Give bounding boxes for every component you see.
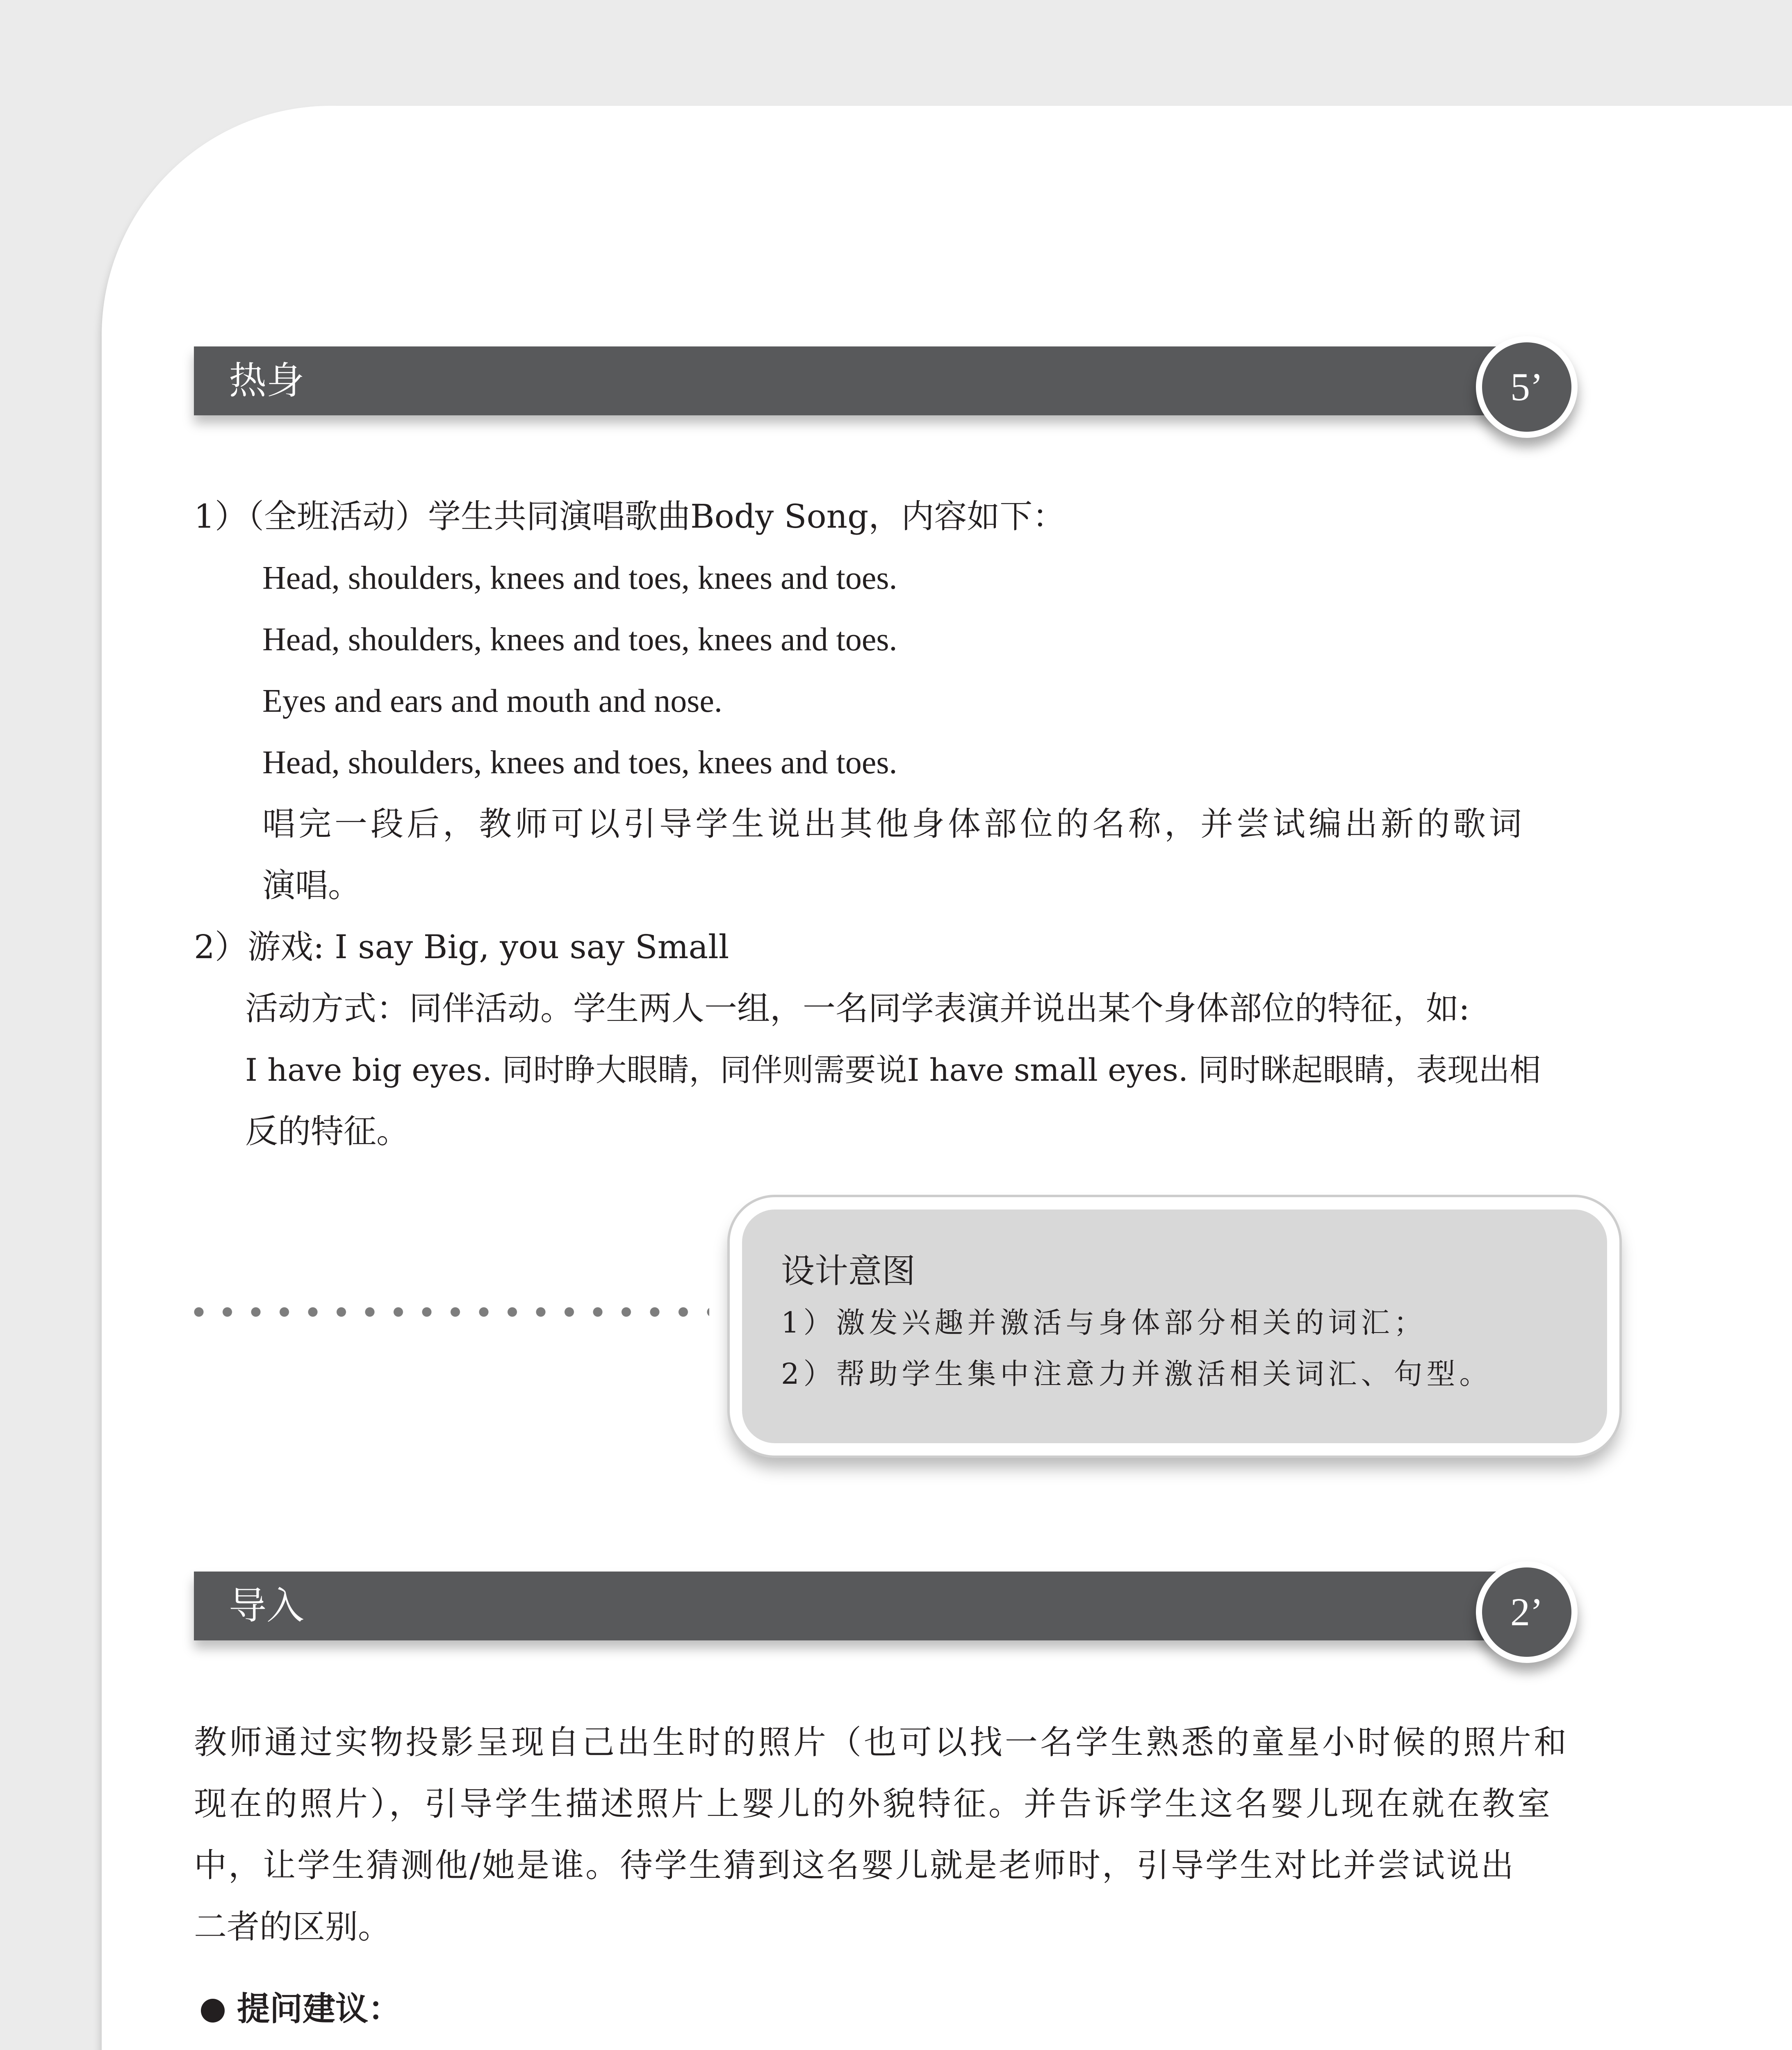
warmup-item1-note-line2: 演唱。 <box>262 866 361 904</box>
intro-header-bar <box>194 1572 1522 1640</box>
intro-paragraph-line3: 中，让学生猜测他/她是谁。待学生猜到这名婴儿就是老师时，引导学生对比并尝试说出 <box>194 1846 1515 1884</box>
warmup-item2-line1: 活动方式：同伴活动。学生两人一组，一名同学表演并说出某个身体部位的特征，如: <box>245 989 1470 1027</box>
warmup-item1-heading: 1）（全班活动）学生共同演唱歌曲Body Song，内容如下： <box>194 497 1066 535</box>
questions-title: 提问建议： <box>237 1990 401 2028</box>
intro-time-badge: 2’ <box>1476 1561 1578 1663</box>
lyric-line-2: Head, shoulders, knees and toes, knees and toes. <box>262 622 897 658</box>
design-intent-title: 设计意图 <box>781 1252 916 1291</box>
lyric-line-1: Head, shoulders, knees and toes, knees and toes. <box>262 560 897 596</box>
intro-paragraph-line2: 现在的照片），引导学生描述照片上婴儿的外貌特征。并告诉学生这名婴儿现在就在教室 <box>194 1785 1553 1823</box>
warmup-title: 热身 <box>229 359 305 403</box>
intro-title: 导入 <box>229 1584 305 1628</box>
warmup-item2-heading: 2）游戏: I say Big, you say Small <box>194 928 729 966</box>
design-intent-item-2: 2）帮助学生集中注意力并激活相关词汇、句型。 <box>781 1357 1492 1391</box>
intro-paragraph-line1: 教师通过实物投影呈现自己出生时的照片（也可以找一名学生熟悉的童星小时候的照片和 <box>194 1723 1569 1761</box>
intro-paragraph-line4: 二者的区别。 <box>194 1908 391 1946</box>
warmup-item2-line3: 反的特征。 <box>245 1112 409 1150</box>
lyric-line-4: Head, shoulders, knees and toes, knees and toes. <box>262 745 897 781</box>
warmup-item1-note-line1: 唱完一段后，教师可以引导学生说出其他身体部位的名称，并尝试编出新的歌词 <box>262 805 1525 843</box>
design-intent-box <box>730 1197 1619 1456</box>
design-intent-item-1: 1）激发兴趣并激活与身体部分相关的词汇； <box>781 1306 1427 1339</box>
warmup-header-bar <box>194 346 1522 415</box>
warmup-time-badge: 5’ <box>1476 336 1578 438</box>
dotted-leader <box>193 1306 709 1318</box>
bullet-icon <box>201 1999 225 2023</box>
warmup-item2-line2: I have big eyes. 同时睁大眼睛，同伴则需要说I have small eyes. 同时眯起眼睛，表现出相 <box>245 1052 1541 1088</box>
lyric-line-3: Eyes and ears and mouth and nose. <box>262 683 722 719</box>
